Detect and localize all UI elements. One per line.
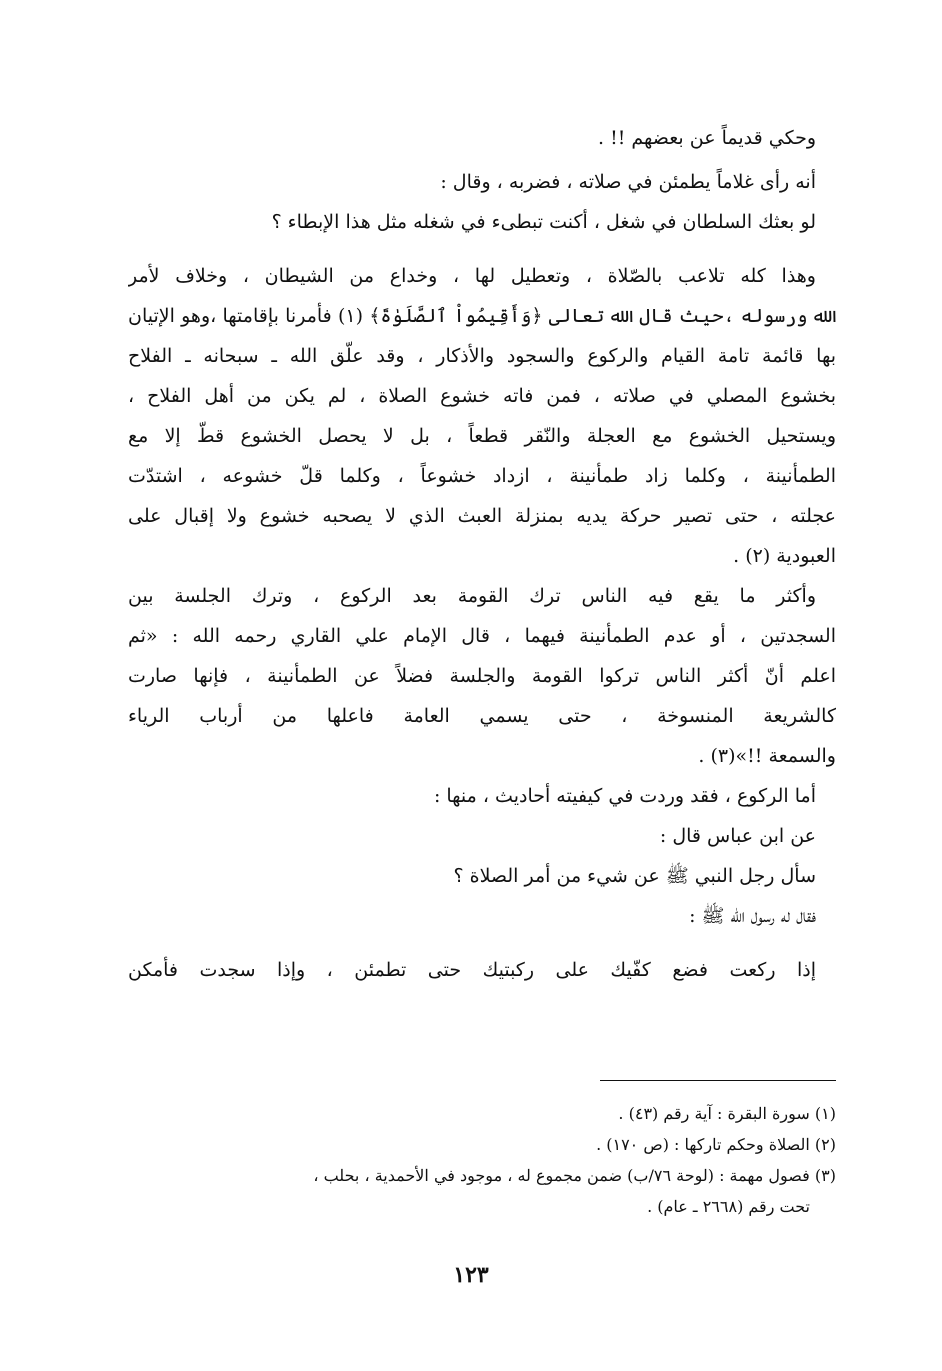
- paragraph-line: كالشريعة المنسوخة ، حتى يسمي العامة فاعلها من أرباب الرياء: [128, 705, 836, 727]
- paragraph-line: بها قائمة تامة القيام والركوع والسجود والأذكار ، وقد علّق الله ـ سبحانه ـ الفلاح: [128, 345, 836, 367]
- page-body: [128, 118, 836, 990]
- paragraph-line: اعلم أنّ أكثر الناس تركوا القومة والجلسة فضلاً عن الطمأنينة ، فإنها صارت: [128, 665, 836, 687]
- hadith-line-5: إذا ركعت فضع كفّيك على ركبتيك حتى تطمئن ، وإذا سجدت فأمكن: [128, 959, 816, 981]
- paragraph-line: عجلته ، حتى تصير حركة يديه بمنزلة العبث الذي لا يصحبه خشوع ولا إقبال على: [128, 505, 836, 527]
- footnote-2: (٢) الصلاة وحكم تاركها : (ص ١٧٠) .: [596, 1135, 836, 1154]
- paragraph-line: الله ورسوله ،حيث قال الله تعالى ﴿وَأَقِيمُواْ ٱلصَّلَوٰةَ﴾ (١) فأمرنا بإقامتها ،وهو الإتيان: [128, 305, 836, 327]
- hadith-block: [128, 776, 836, 990]
- paragraph-line: السجدتين ، أو عدم الطمأنينة فيهما ، قال الإمام علي القاري رحمه الله : «ثم: [128, 625, 836, 647]
- paragraph-line: العبودية (٢) .: [733, 545, 836, 567]
- intro-line-3: لو بعثك السلطان في شغل ، أكنت تبطىء في شغله مثل هذا الإبطاء ؟: [271, 211, 816, 233]
- page-number: ١٢٣: [453, 1262, 489, 1288]
- hadith-line-2: عن ابن عباس قال :: [659, 825, 816, 847]
- hadith-line-3: سأل رجل النبي ﷺ عن شيء من أمر الصلاة ؟: [453, 865, 816, 887]
- footnote-3: (٣) فصول مهمة : (لوحة ٧٦/ب) ضمن مجموع له ، موجود في الأحمدية ، بحلب ،: [313, 1166, 836, 1185]
- footnote-3-continuation: تحت رقم (٢٦٦٨ ـ عام) .: [647, 1197, 810, 1216]
- intro-line-2: أنه رأى غلاماً يطمئن في صلاته ، فضربه ، وقال :: [440, 171, 816, 193]
- paragraph-line: الطمأنينة ، وكلما زاد طمأنينة ، ازداد خشوعاً ، وكلما قلّ خشوعه ، اشتدّت: [128, 465, 836, 487]
- paragraph-line: وأكثر ما يقع فيه الناس ترك القومة بعد الركوع ، وترك الجلسة بين: [128, 585, 816, 607]
- footnotes: [128, 1098, 836, 1222]
- paragraph-line: ويستحيل الخشوع مع العجلة والنّقر قطعاً ، بل لا يحصل الخشوع قطّ إلا مع: [128, 425, 836, 447]
- footnote-divider: [600, 1080, 836, 1081]
- paragraph-2: [128, 576, 836, 776]
- paragraph-line: والسمعة !!»(٣) .: [698, 745, 836, 767]
- hadith-line-4: فقال له رسول الله ﷺ :: [689, 905, 816, 927]
- paragraph-line: بخشوع المصلي في صلاته ، فمن فاته خشوع الصلاة ، لم يكن من أهل الفلاح ،: [128, 385, 836, 407]
- intro-line-1: وحكي قديماً عن بعضهم !! .: [597, 127, 816, 149]
- footnote-1: (١) سورة البقرة : آية رقم (٤٣) .: [618, 1104, 836, 1123]
- paragraph-1: [128, 256, 836, 576]
- hadith-line-1: أما الركوع ، فقد وردت في كيفيته أحاديث ، منها :: [433, 785, 816, 807]
- paragraph-line: وهذا كله تلاعب بالصّلاة ، وتعطيل لها ، وخداع من الشيطان ، وخلاف لأمر: [128, 265, 816, 287]
